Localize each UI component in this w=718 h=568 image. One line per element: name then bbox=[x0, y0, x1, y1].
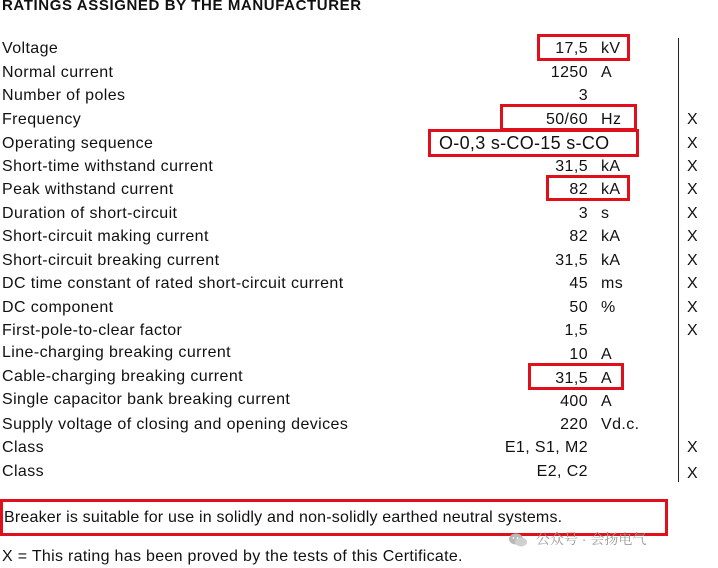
tested-mark: X bbox=[687, 205, 698, 222]
rating-row-dc-component bbox=[0, 296, 718, 319]
rating-value: E2, C2 bbox=[536, 463, 588, 480]
highlight-voltage bbox=[537, 34, 630, 61]
rating-row-duration-short-circuit bbox=[0, 202, 718, 225]
rating-label: Normal current bbox=[2, 64, 114, 81]
rating-unit: % bbox=[601, 299, 616, 316]
rating-unit: A bbox=[601, 370, 613, 387]
rating-value: 400 bbox=[560, 393, 588, 410]
rating-value: 1250 bbox=[550, 64, 588, 81]
rating-label: Frequency bbox=[2, 111, 82, 128]
rating-label: DC component bbox=[2, 299, 114, 316]
rating-label: Short-circuit breaking current bbox=[2, 252, 220, 269]
rating-label: Voltage bbox=[2, 40, 59, 57]
rating-value: 17,5 bbox=[555, 40, 588, 57]
rating-value: 45 bbox=[569, 275, 588, 292]
rating-unit: ms bbox=[601, 275, 624, 292]
rating-label: Operating sequence bbox=[2, 135, 154, 152]
rating-value: 1,5 bbox=[564, 322, 588, 339]
rating-label: Supply voltage of closing and opening devices bbox=[2, 416, 349, 433]
rating-unit: Hz bbox=[601, 111, 622, 128]
tested-mark: X bbox=[687, 228, 698, 245]
rating-value: 3 bbox=[578, 87, 588, 104]
rating-value: 31,5 bbox=[555, 252, 588, 269]
tested-mark: X bbox=[687, 299, 698, 316]
tested-mark: X bbox=[687, 158, 698, 175]
neutral-systems-note: Breaker is suitable for use in solidly and non-solidly earthed neutral systems. bbox=[4, 509, 563, 526]
rating-label: First-pole-to-clear factor bbox=[2, 322, 183, 339]
rating-label: Short-time withstand current bbox=[2, 158, 214, 175]
rating-label: Cable-charging breaking current bbox=[2, 368, 243, 385]
rating-value: 31,5 bbox=[555, 370, 588, 387]
wechat-icon bbox=[508, 532, 528, 548]
rating-unit: Vd.c. bbox=[601, 416, 640, 433]
rating-row-first-pole-to-clear bbox=[0, 319, 718, 342]
rating-row-normal-current bbox=[0, 61, 718, 84]
section-title: RATINGS ASSIGNED BY THE MANUFACTURER bbox=[2, 0, 362, 14]
rating-row-class-2 bbox=[0, 460, 718, 483]
rating-unit: kA bbox=[601, 252, 621, 269]
legend-footnote: X = This rating has been proved by the tests of this Certificate. bbox=[2, 548, 463, 565]
watermark-text: 公众号 · 会扬电气 bbox=[535, 531, 647, 547]
tested-mark: X bbox=[687, 465, 698, 482]
tested-mark: X bbox=[687, 181, 698, 198]
tested-mark: X bbox=[687, 252, 698, 269]
rating-value: 82 bbox=[569, 181, 588, 198]
rating-label: Peak withstand current bbox=[2, 181, 174, 198]
rating-row-dc-time-constant bbox=[0, 272, 718, 295]
rating-row-capacitor-bank bbox=[0, 388, 718, 411]
rating-value: 31,5 bbox=[555, 158, 588, 175]
rating-value: O-0,3 s-CO-15 s-CO bbox=[439, 133, 610, 153]
rating-label: Duration of short-circuit bbox=[2, 205, 178, 222]
rating-unit: kA bbox=[601, 158, 621, 175]
rating-unit: A bbox=[601, 64, 613, 81]
highlight-frequency bbox=[500, 104, 637, 131]
tested-mark: X bbox=[687, 111, 698, 128]
tested-mark: X bbox=[687, 135, 698, 152]
rating-row-line-charging bbox=[0, 341, 718, 364]
rating-label: DC time constant of rated short-circuit current bbox=[2, 275, 344, 292]
tested-mark: X bbox=[687, 439, 698, 456]
rating-unit: s bbox=[601, 205, 610, 222]
highlight-operating-sequence bbox=[428, 129, 639, 157]
rating-label: Class bbox=[2, 463, 45, 480]
rating-value: 82 bbox=[569, 228, 588, 245]
rating-value: E1, S1, M2 bbox=[504, 439, 588, 456]
tested-mark: X bbox=[687, 275, 698, 292]
rating-row-supply-voltage bbox=[0, 413, 718, 436]
rating-unit: A bbox=[601, 393, 613, 410]
watermark bbox=[508, 528, 646, 550]
rating-unit: kA bbox=[601, 181, 621, 198]
rating-row-class-1 bbox=[0, 436, 718, 459]
rating-value: 220 bbox=[560, 416, 588, 433]
rating-label: Single capacitor bank breaking current bbox=[2, 391, 291, 408]
rating-row-breaking-current bbox=[0, 249, 718, 272]
rating-value: 50 bbox=[569, 299, 588, 316]
rating-value: 10 bbox=[569, 346, 588, 363]
rating-unit: A bbox=[601, 346, 613, 363]
rating-unit: kA bbox=[601, 228, 621, 245]
rating-value: 50/60 bbox=[545, 111, 588, 128]
rating-unit: kV bbox=[601, 40, 621, 57]
highlight-peak-withstand bbox=[546, 175, 630, 201]
rating-value: 3 bbox=[578, 205, 588, 222]
rating-label: Line-charging breaking current bbox=[2, 344, 232, 361]
rating-label: Number of poles bbox=[2, 87, 126, 104]
tested-mark: X bbox=[687, 322, 698, 339]
rating-label: Class bbox=[2, 439, 45, 456]
rating-label: Short-circuit making current bbox=[2, 228, 209, 245]
highlight-cable-charging bbox=[528, 363, 624, 390]
rating-row-making-current bbox=[0, 225, 718, 248]
